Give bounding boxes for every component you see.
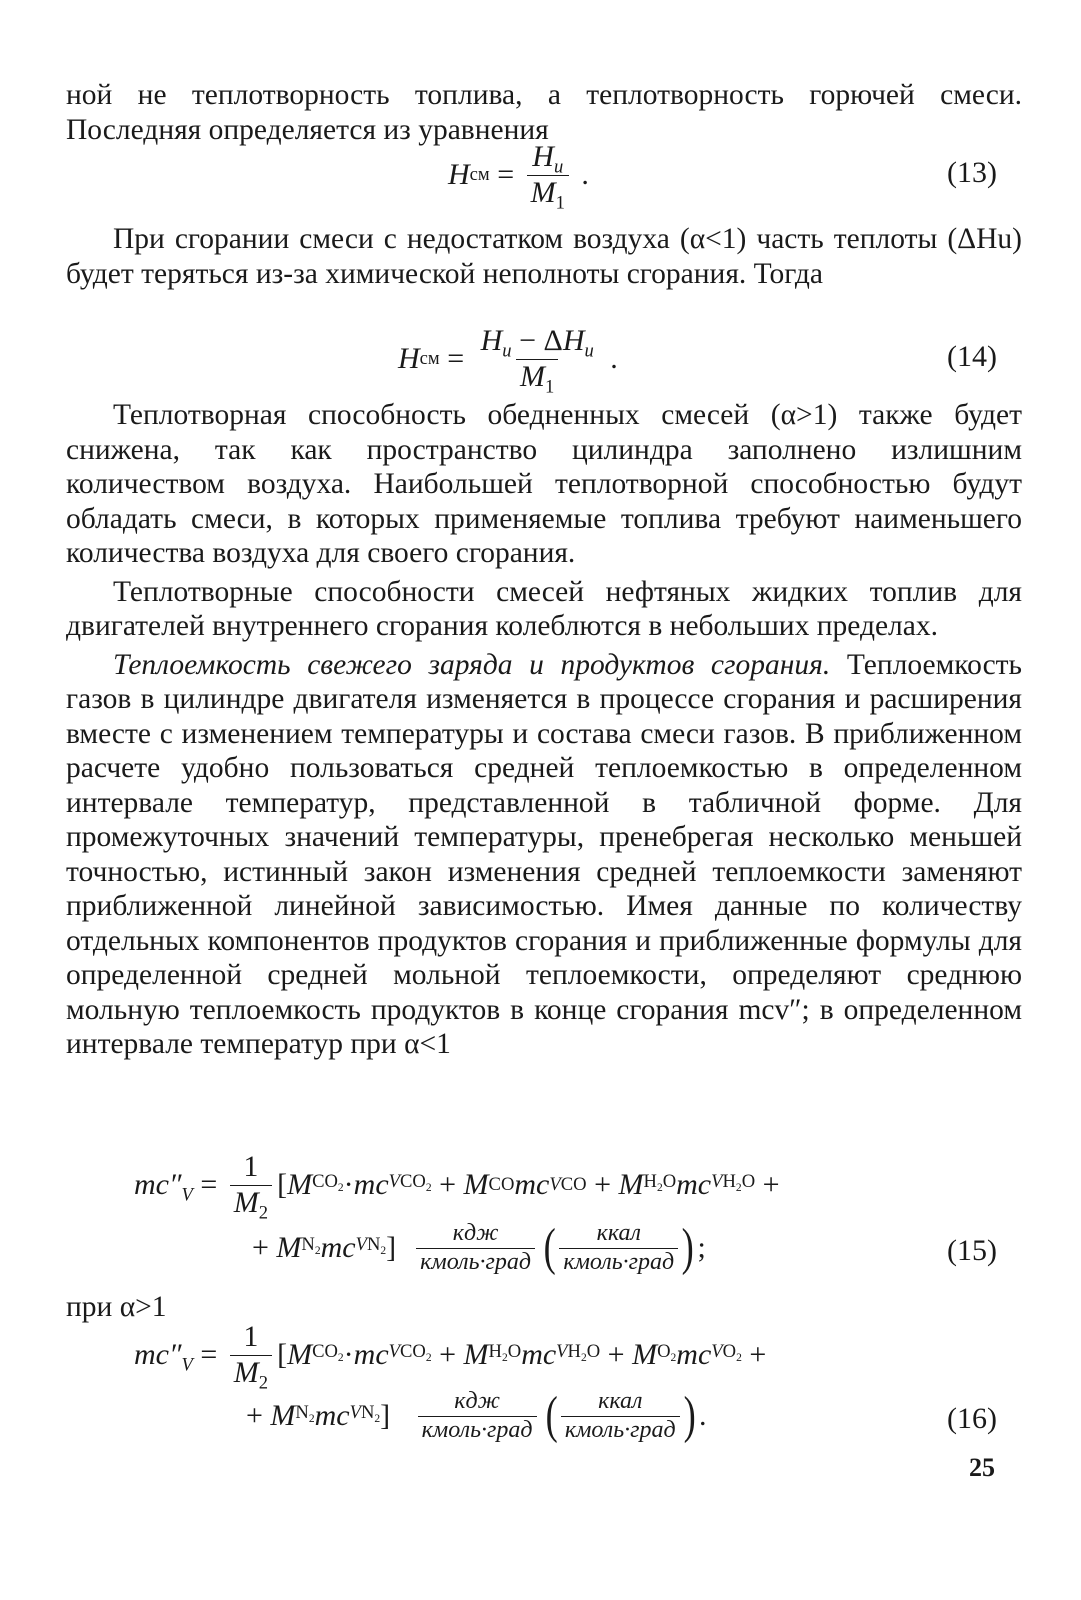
paragraph-intro: ной не теплотворность топлива, а теплотворность горючей смеси. Последняя определяется из уравнения [66, 79, 1022, 146]
text-block-top [66, 78, 1022, 147]
unit-kmol-grad: кмоль·град [416, 1248, 535, 1277]
unit-kmol-grad-16b: кмоль·град [561, 1416, 680, 1445]
paragraph-heat-capacity [66, 648, 1022, 1062]
equation-16-line-1: $mc''_V$ = $\frac{1}{M_2}$ [ M $CO_2$ · mc $VCO_2$ + M $H_2O$ mc $VH_2O$ + M $O_2$ mc $VO_2$ + [134, 1320, 767, 1393]
unit-kmol-grad-2: кмоль·град [559, 1248, 678, 1277]
equation-16-number: (16) [947, 1402, 997, 1435]
equation-15-number: (15) [947, 1234, 997, 1267]
unit-kj-16: кдж [454, 1388, 500, 1414]
equation-13: H см = $\frac{H_u}{M_1}$ . (13) [448, 140, 997, 213]
heat-capacity-body: Теплоемкость газов в цилиндре двигателя изменяется в процессе сгорания и расширения вместе с изменением температуры и состава смеси газов. В приближенном расчете удобно пользоваться средней теплоемкостью в определенном интервале температур, представленной в табличной форме. Для промежуточных значений температуры, пренебрегая несколько меньшей точностью, истинный закон изменения средней теплоемкости заменяют приближенной линейной зависимостью. Имея данные по количеству отдельных компонентов продуктов сгорания и приближенные формулы для определенной средней мольной теплоемкости, определяют среднюю мольную теплоемкость продуктов в конце сгорания mcv″; в определенном интервале температур при α<1 [66, 648, 1023, 1060]
equation-16-line-2: + M $N_2$ mc $VN_2$ ] $\frac{\text{кдж}}{\text{кмоль·град}}$ ( $\frac{\text{ккал}}{\text{кмоль·град}}$ ) . (16) [246, 1387, 997, 1445]
paragraph-incomplete-combustion: При сгорании смеси с недостатком воздуха (α<1) часть теплоты (ΔHu) будет теряться из-за химической неполноты сгорания. Тогда [66, 223, 1022, 290]
equation-13-number: (13) [947, 156, 997, 189]
text-block-3 [66, 398, 1022, 1062]
equation-15-line-2: + M $N_2$ mc $VN_2$ ] $\frac{\text{кдж}}{\text{кмоль·град}}$ ( $\frac{\text{ккал}}{\text{кмоль·град}}$ ) ; (15) [252, 1219, 997, 1277]
paragraph-fuel-range: Теплотворные способности смесей нефтяных жидких топлив для двигателей внутреннего сгорания колеблются в небольших пределах. [66, 575, 1022, 642]
paragraph-lean-mixtures: Теплотворная способность обедненных смесей (α>1) также будет снижена, так как пространство цилиндра заполнено излишним количеством воздуха. Наибольшей теплотворной способностью будут обладать смеси, в которых применяемые топлива требуют наименьшего количества воздуха для своего сгорания. [66, 399, 1022, 569]
unit-kcal-16: ккал [598, 1388, 643, 1414]
equation-14-number: (14) [947, 340, 997, 373]
paragraph-alpha-greater: при α>1 [66, 1291, 167, 1323]
text-block-2 [66, 222, 1022, 291]
page-number: 25 [969, 1453, 995, 1482]
unit-kj: кдж [452, 1220, 499, 1246]
equation-15-line-1: $mc''_V$ = $\frac{1}{M_2}$ [ M $CO_2$ · mc $VCO_2$ + M CO mc VCO + M $H_2O$ mc $VH_2O$ + [134, 1150, 780, 1223]
equation-14: H см = $\frac{H_u - \Delta H_u}{M_1}$ . (14) [398, 324, 997, 397]
heat-capacity-heading: Теплоемкость свежего заряда и продуктов сгорания. [113, 648, 831, 681]
unit-kcal: ккал [596, 1220, 641, 1246]
unit-kmol-grad-16: кмоль·град [418, 1416, 537, 1445]
